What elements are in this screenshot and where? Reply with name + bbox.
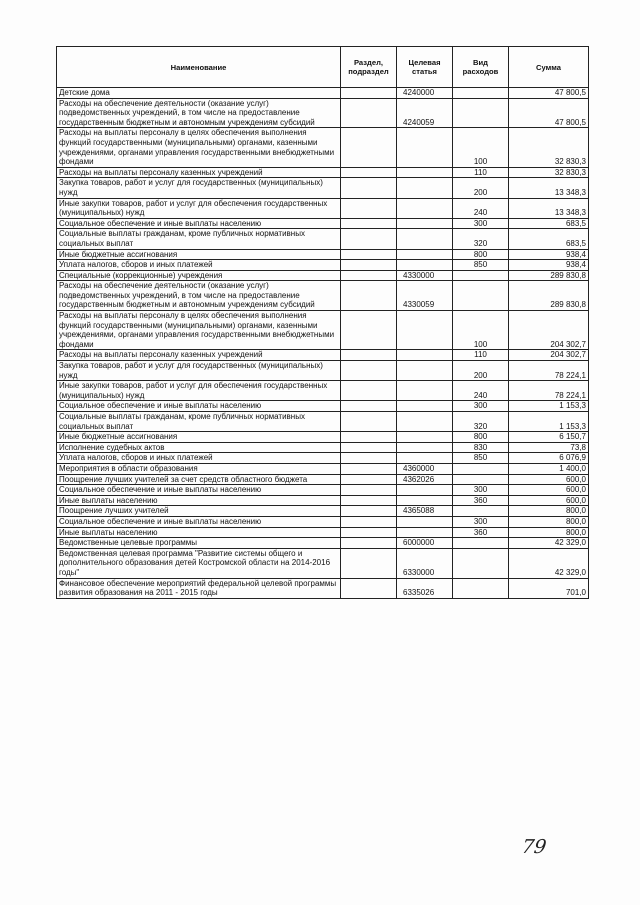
table-body [57,88,589,599]
header-target-item: Целевая статья [397,47,453,88]
cell-target-item: 4240059 [397,98,453,128]
cell-name: Исполнение судебных актов [57,442,341,453]
cell-section [341,128,397,167]
cell-target-item [397,249,453,260]
table-row [57,578,589,598]
cell-target-item [397,495,453,506]
table-row [57,432,589,443]
cell-section [341,578,397,598]
cell-section [341,381,397,401]
cell-amount: 13 348,3 [509,178,589,198]
cell-expense-type: 850 [453,260,509,271]
cell-target-item: 4240000 [397,88,453,99]
cell-section [341,432,397,443]
cell-amount: 13 348,3 [509,198,589,218]
cell-target-item [397,516,453,527]
cell-section [341,350,397,361]
cell-expense-type [453,98,509,128]
table-row [57,178,589,198]
cell-expense-type [453,578,509,598]
table-row [57,495,589,506]
cell-target-item [397,401,453,412]
cell-amount: 1 153,3 [509,412,589,432]
cell-name: Расходы на обеспечение деятельности (оказание услуг) подведомственных учреждений, в том числе на предоставление государственным бюджетным и автономным учреждениям субсидий [57,98,341,128]
cell-target-item [397,361,453,381]
cell-target-item [397,311,453,350]
cell-amount: 289 830,8 [509,270,589,281]
cell-expense-type: 100 [453,311,509,350]
cell-amount: 42 329,0 [509,538,589,549]
cell-amount: 683,5 [509,218,589,229]
cell-target-item: 4330059 [397,281,453,311]
cell-section [341,311,397,350]
table-row [57,98,589,128]
table-row [57,474,589,485]
cell-expense-type: 300 [453,516,509,527]
cell-name: Социальные выплаты гражданам, кроме публичных нормативных социальных выплат [57,412,341,432]
cell-target-item: 4360000 [397,463,453,474]
cell-expense-type: 360 [453,495,509,506]
cell-name: Иные бюджетные ассигнования [57,249,341,260]
cell-target-item [397,218,453,229]
cell-section [341,538,397,549]
cell-amount: 600,0 [509,485,589,496]
cell-name: Поощрение лучших учителей [57,506,341,517]
cell-expense-type: 300 [453,485,509,496]
cell-expense-type: 850 [453,453,509,464]
cell-expense-type [453,463,509,474]
header-section: Раздел, подраздел [341,47,397,88]
cell-name: Расходы на выплаты персоналу в целях обеспечения выполнения функций государственными (муниципальными) органами, казенными учреждениями, органами управления государственными внебюджетными фондами [57,128,341,167]
cell-amount: 938,4 [509,249,589,260]
cell-target-item [397,198,453,218]
cell-name: Расходы на выплаты персоналу казенных учреждений [57,167,341,178]
cell-name: Социальное обеспечение и иные выплаты населению [57,516,341,527]
cell-expense-type: 830 [453,442,509,453]
cell-target-item [397,178,453,198]
cell-expense-type: 320 [453,229,509,249]
cell-section [341,178,397,198]
cell-section [341,198,397,218]
table-row [57,167,589,178]
cell-expense-type: 200 [453,361,509,381]
cell-name: Иные выплаты населению [57,527,341,538]
cell-target-item [397,229,453,249]
table-row [57,311,589,350]
cell-name: Иные закупки товаров, работ и услуг для обеспечения государственных (муниципальных) нужд [57,381,341,401]
cell-amount: 701,0 [509,578,589,598]
cell-amount: 800,0 [509,516,589,527]
cell-section [341,516,397,527]
cell-expense-type: 110 [453,350,509,361]
cell-expense-type: 320 [453,412,509,432]
cell-section [341,270,397,281]
cell-target-item: 6000000 [397,538,453,549]
cell-amount: 6 076,9 [509,453,589,464]
cell-amount: 289 830,8 [509,281,589,311]
cell-section [341,463,397,474]
cell-expense-type: 110 [453,167,509,178]
table-row [57,485,589,496]
cell-target-item: 4365088 [397,506,453,517]
cell-expense-type [453,506,509,517]
cell-target-item [397,432,453,443]
cell-expense-type [453,538,509,549]
cell-section [341,412,397,432]
header-expense-type: Вид расходов [453,47,509,88]
cell-section [341,401,397,412]
cell-expense-type [453,548,509,578]
cell-expense-type: 240 [453,381,509,401]
cell-target-item [397,167,453,178]
cell-target-item [397,412,453,432]
table-row [57,527,589,538]
cell-expense-type: 200 [453,178,509,198]
cell-name: Социальные выплаты гражданам, кроме публичных нормативных социальных выплат [57,229,341,249]
cell-name: Мероприятия в области образования [57,463,341,474]
cell-name: Социальное обеспечение и иные выплаты населению [57,218,341,229]
cell-target-item [397,260,453,271]
cell-section [341,249,397,260]
cell-target-item [397,527,453,538]
cell-section [341,281,397,311]
cell-amount: 78 224,1 [509,381,589,401]
cell-expense-type: 800 [453,432,509,443]
table-row [57,463,589,474]
cell-expense-type: 100 [453,128,509,167]
table-row [57,506,589,517]
cell-amount: 47 800,5 [509,88,589,99]
cell-section [341,474,397,485]
cell-name: Уплата налогов, сборов и иных платежей [57,453,341,464]
page-number: 79 [520,836,548,858]
cell-section [341,506,397,517]
cell-target-item [397,442,453,453]
cell-section [341,485,397,496]
cell-amount: 204 302,7 [509,350,589,361]
table-row [57,270,589,281]
table-row [57,453,589,464]
table-row [57,361,589,381]
cell-amount: 78 224,1 [509,361,589,381]
cell-expense-type: 360 [453,527,509,538]
table-row [57,538,589,549]
table-header-row [57,47,589,88]
cell-name: Поощрение лучших учителей за счет средств областного бюджета [57,474,341,485]
table-row [57,401,589,412]
budget-table [56,46,589,599]
table-row [57,381,589,401]
table-row [57,281,589,311]
cell-name: Ведомственные целевые программы [57,538,341,549]
cell-amount: 600,0 [509,495,589,506]
cell-name: Расходы на выплаты персоналу казенных учреждений [57,350,341,361]
cell-section [341,495,397,506]
cell-target-item [397,485,453,496]
cell-name: Иные выплаты населению [57,495,341,506]
table-row [57,260,589,271]
cell-section [341,88,397,99]
cell-amount: 600,0 [509,474,589,485]
cell-amount: 1 153,3 [509,401,589,412]
cell-name: Ведомственная целевая программа "Развитие системы общего и дополнительного образования детей Костромской области на 2014-2016 годы" [57,548,341,578]
cell-amount: 47 800,5 [509,98,589,128]
cell-amount: 42 329,0 [509,548,589,578]
cell-amount: 6 150,7 [509,432,589,443]
cell-section [341,442,397,453]
cell-target-item [397,128,453,167]
cell-expense-type [453,88,509,99]
cell-section [341,527,397,538]
cell-expense-type: 800 [453,249,509,260]
cell-amount: 32 830,3 [509,128,589,167]
cell-name: Расходы на обеспечение деятельности (оказание услуг) подведомственных учреждений, в том числе на предоставление государственным бюджетным и автономным учреждениям субсидий [57,281,341,311]
cell-name: Иные закупки товаров, работ и услуг для обеспечения государственных (муниципальных) нужд [57,198,341,218]
cell-name: Расходы на выплаты персоналу в целях обеспечения выполнения функций государственными (муниципальными) органами, казенными учреждениями, органами управления государственными внебюджетными фондами [57,311,341,350]
cell-section [341,229,397,249]
table-row [57,442,589,453]
cell-target-item: 4330000 [397,270,453,281]
cell-expense-type [453,474,509,485]
cell-amount: 800,0 [509,506,589,517]
cell-target-item [397,453,453,464]
cell-target-item [397,350,453,361]
cell-name: Специальные (коррекционные) учреждения [57,270,341,281]
cell-section [341,361,397,381]
table-row [57,88,589,99]
cell-section [341,260,397,271]
cell-name: Уплата налогов, сборов и иных платежей [57,260,341,271]
table-row [57,218,589,229]
cell-expense-type [453,281,509,311]
cell-target-item: 4362026 [397,474,453,485]
cell-amount: 1 400,0 [509,463,589,474]
cell-section [341,167,397,178]
cell-expense-type [453,270,509,281]
cell-amount: 73,8 [509,442,589,453]
table-row [57,516,589,527]
cell-amount: 800,0 [509,527,589,538]
cell-name: Социальное обеспечение и иные выплаты населению [57,401,341,412]
table-row [57,128,589,167]
cell-expense-type: 300 [453,401,509,412]
cell-amount: 32 830,3 [509,167,589,178]
cell-name: Иные бюджетные ассигнования [57,432,341,443]
table-row [57,198,589,218]
cell-name: Социальное обеспечение и иные выплаты населению [57,485,341,496]
cell-expense-type: 300 [453,218,509,229]
cell-section [341,453,397,464]
cell-section [341,98,397,128]
header-name: Наименование [57,47,341,88]
cell-amount: 683,5 [509,229,589,249]
table-row [57,412,589,432]
cell-amount: 938,4 [509,260,589,271]
table-row [57,229,589,249]
header-amount: Сумма [509,47,589,88]
cell-target-item [397,381,453,401]
cell-expense-type: 240 [453,198,509,218]
cell-amount: 204 302,7 [509,311,589,350]
cell-section [341,218,397,229]
table-row [57,249,589,260]
cell-name: Финансовое обеспечение мероприятий федеральной целевой программы развития образования на 2011 - 2015 годы [57,578,341,598]
cell-target-item: 6335026 [397,578,453,598]
cell-name: Закупка товаров, работ и услуг для государственных (муниципальных) нужд [57,361,341,381]
cell-section [341,548,397,578]
cell-target-item: 6330000 [397,548,453,578]
table-row [57,548,589,578]
cell-name: Детские дома [57,88,341,99]
table-row [57,350,589,361]
cell-name: Закупка товаров, работ и услуг для государственных (муниципальных) нужд [57,178,341,198]
